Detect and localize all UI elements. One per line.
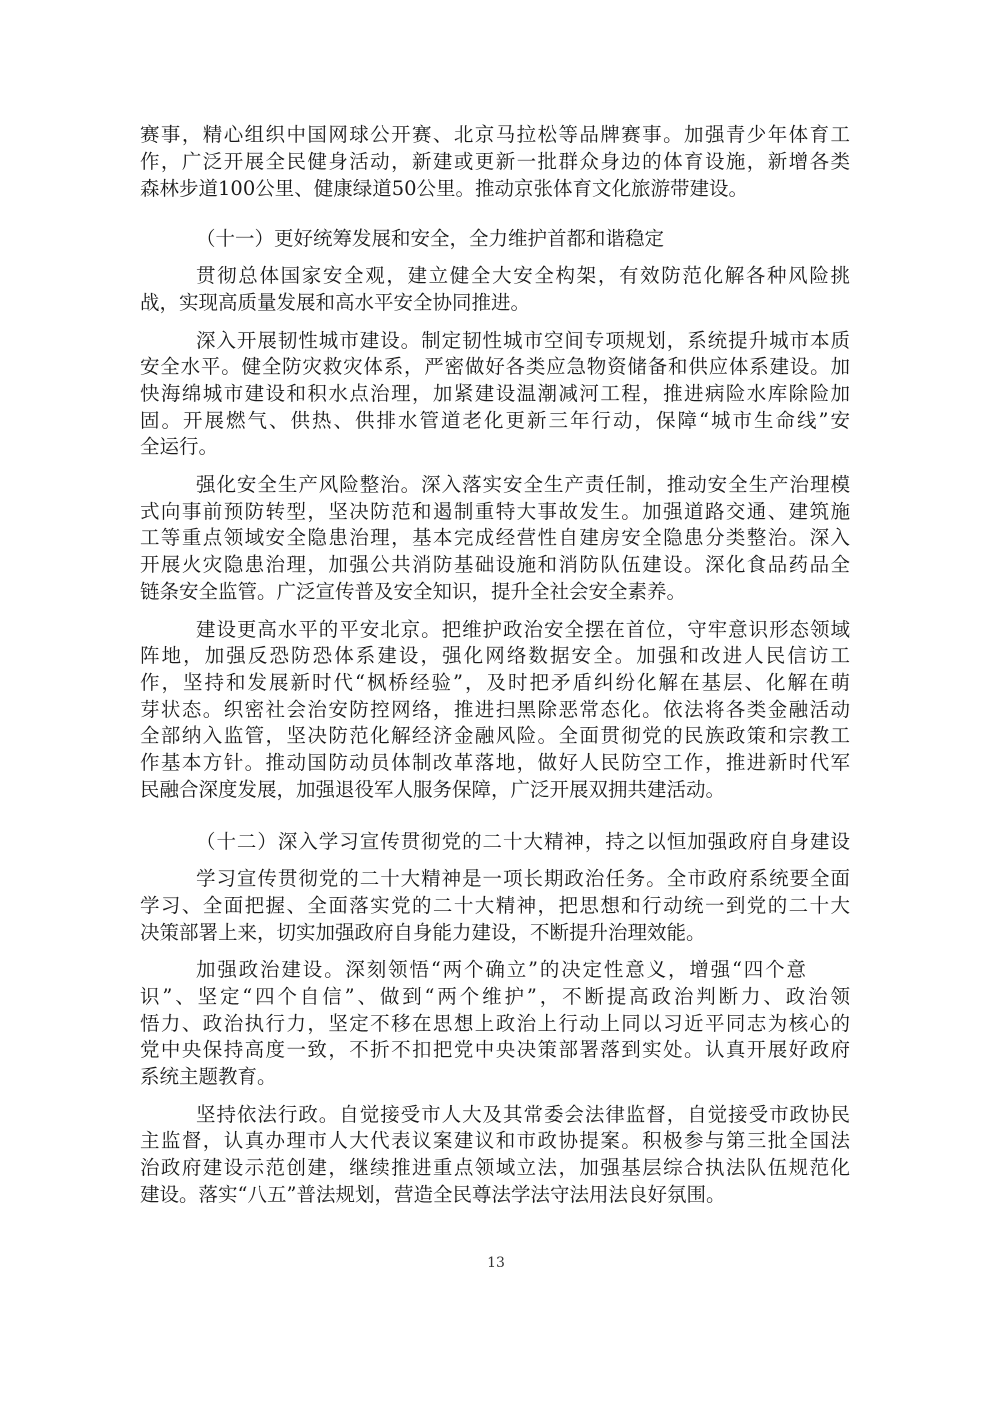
text-line-content: 系统主题教育。: [140, 1065, 277, 1088]
text-line: [0, 147, 992, 177]
page-number: 13: [487, 1255, 505, 1271]
text-line-content: 作，广泛开展全民健身活动，新建或更新一批群众身边的体育设施，新增各类: [140, 150, 852, 173]
text-line: [0, 352, 992, 382]
text-line-content: （十二）深入学习宣传贯彻党的二十大精神，持之以恒加强政府自身建设: [196, 830, 851, 853]
text-line-content: 贯彻总体国家安全观，建立健全大安全构架，有效防范化解各种风险挑: [196, 264, 852, 287]
text-line-content: 建设更高水平的平安北京。把维护政治安全摆在首位，守牢意识形态领域: [196, 618, 851, 641]
text-line-content: 党中央保持高度一致，不折不扣把党中央决策部署落到实处。认真开展好政府: [140, 1038, 852, 1061]
text-line-content: 安全水平。健全防灾救灾体系，严密做好各类应急物资储备和供应体系建设。加: [140, 355, 851, 378]
text-line: [0, 550, 992, 580]
text-line-content: 决策部署上来，切实加强政府自身能力建设，不断提升治理效能。: [140, 921, 706, 944]
text-line: [0, 1062, 992, 1092]
text-line-content: 作，坚持和发展新时代“枫桥经验”，及时把矛盾纠纷化解在基层、化解在萌: [140, 671, 852, 694]
text-line: [0, 955, 992, 985]
text-line: [0, 721, 992, 751]
text-line-content: 式向事前预防转型，坚决防范和遏制重特大事故发生。加强道路交通、建筑施: [140, 500, 852, 523]
text-line: [0, 668, 992, 698]
text-line: [0, 827, 992, 857]
text-line-content: 强化安全生产风险整治。深入落实安全生产责任制，推动安全生产治理模: [196, 473, 851, 496]
text-line: [0, 120, 992, 150]
text-line-content: 赛事，精心组织中国网球公开赛、北京马拉松等品牌赛事。加强青少年体育工: [140, 123, 852, 146]
text-line: [0, 577, 992, 607]
text-line-content: 工等重点领域安全隐患治理，基本完成经营性自建房安全隐患分类整治。深入: [140, 526, 852, 549]
text-line-content: 治政府建设示范创建，继续推进重点领域立法，加强基层综合执法队伍规范化: [140, 1156, 852, 1179]
text-line: [0, 1035, 992, 1065]
text-line: [0, 891, 992, 921]
text-line: [0, 523, 992, 553]
text-line-content: 识”、坚定“四个自信”、做到“两个维护”，不断提高政治判断力、政治领: [140, 985, 853, 1008]
text-line-content: 快海绵城市建设和积水点治理，加紧建设温潮减河工程，推进病险水库除险加: [140, 382, 852, 405]
text-line-content: 深入开展韧性城市建设。制定韧性城市空间专项规划，系统提升城市本质: [196, 329, 851, 352]
text-line: [0, 432, 992, 462]
text-line-content: 学习宣传贯彻党的二十大精神是一项长期政治任务。全市政府系统要全面: [196, 867, 851, 890]
text-line-content: 战，实现高质量发展和高水平安全协同推进。: [140, 291, 531, 314]
text-line-content: 全部纳入监管，坚决防范化解经济金融风险。全面贯彻党的民族政策和宗教工: [140, 724, 852, 747]
text-line-content: 开展火灾隐患治理，加强公共消防基础设施和消防队伍建设。深化食品药品全: [140, 553, 852, 576]
text-line-content: 建设。落实“八五”普法规划，营造全民尊法学法守法用法良好氛围。: [140, 1183, 726, 1206]
text-line: [0, 288, 992, 318]
text-line-content: 悟力、政治执行力，坚定不移在思想上政治上行动上同以习近平同志为核心的: [140, 1012, 852, 1035]
text-line-content: 芽状态。织密社会治安防控网络，推进扫黑除恶常态化。依法将各类金融活动: [140, 698, 852, 721]
text-line: [0, 224, 992, 254]
text-line-content: 学习、全面把握、全面落实党的二十大精神，把思想和行动统一到党的二十大: [140, 894, 852, 917]
text-line: [0, 379, 992, 409]
text-line-content: 固。开展燃气、供热、供排水管道老化更新三年行动，保障“城市生命线”安: [140, 409, 852, 432]
text-line: [0, 748, 992, 778]
text-line: [0, 775, 992, 805]
text-line-content: 阵地，加强反恐防恐体系建设，强化网络数据安全。加强和改进人民信访工: [140, 644, 853, 667]
text-line: [0, 918, 992, 948]
text-line: [0, 982, 992, 1012]
text-line-content: （十一）更好统筹发展和安全，全力维护首都和谐稳定: [196, 227, 665, 250]
text-line: [0, 641, 992, 671]
text-line-content: 森林步道100公里、健康绿道50公里。推动京张体育文化旅游带建设。: [140, 177, 749, 200]
text-line-content: 全运行。: [140, 435, 219, 458]
text-line-content: 坚持依法行政。自觉接受市人大及其常委会法律监督，自觉接受市政协民: [196, 1103, 851, 1126]
text-line-content: 加强政治建设。深刻领悟“两个确立”的决定性意义，增强“四个意: [196, 958, 808, 981]
text-line: [0, 261, 992, 291]
text-line: [0, 864, 992, 894]
text-line: [0, 1153, 992, 1183]
text-line-content: 链条安全监管。广泛宣传普及安全知识，提升全社会安全素养。: [140, 580, 687, 603]
text-line: [0, 1180, 992, 1210]
text-line: [0, 1126, 992, 1156]
text-line: [0, 174, 992, 204]
text-line-content: 民融合深度发展，加强退役军人服务保障，广泛开展双拥共建活动。: [140, 778, 726, 801]
text-line-content: 主监督，认真办理市人大代表议案建议和市政协提案。积极参与第三批全国法: [140, 1129, 852, 1152]
text-line: [0, 470, 992, 500]
text-line-content: 作基本方针。推动国防动员体制改革落地，做好人民防空工作，推进新时代军: [140, 751, 852, 774]
